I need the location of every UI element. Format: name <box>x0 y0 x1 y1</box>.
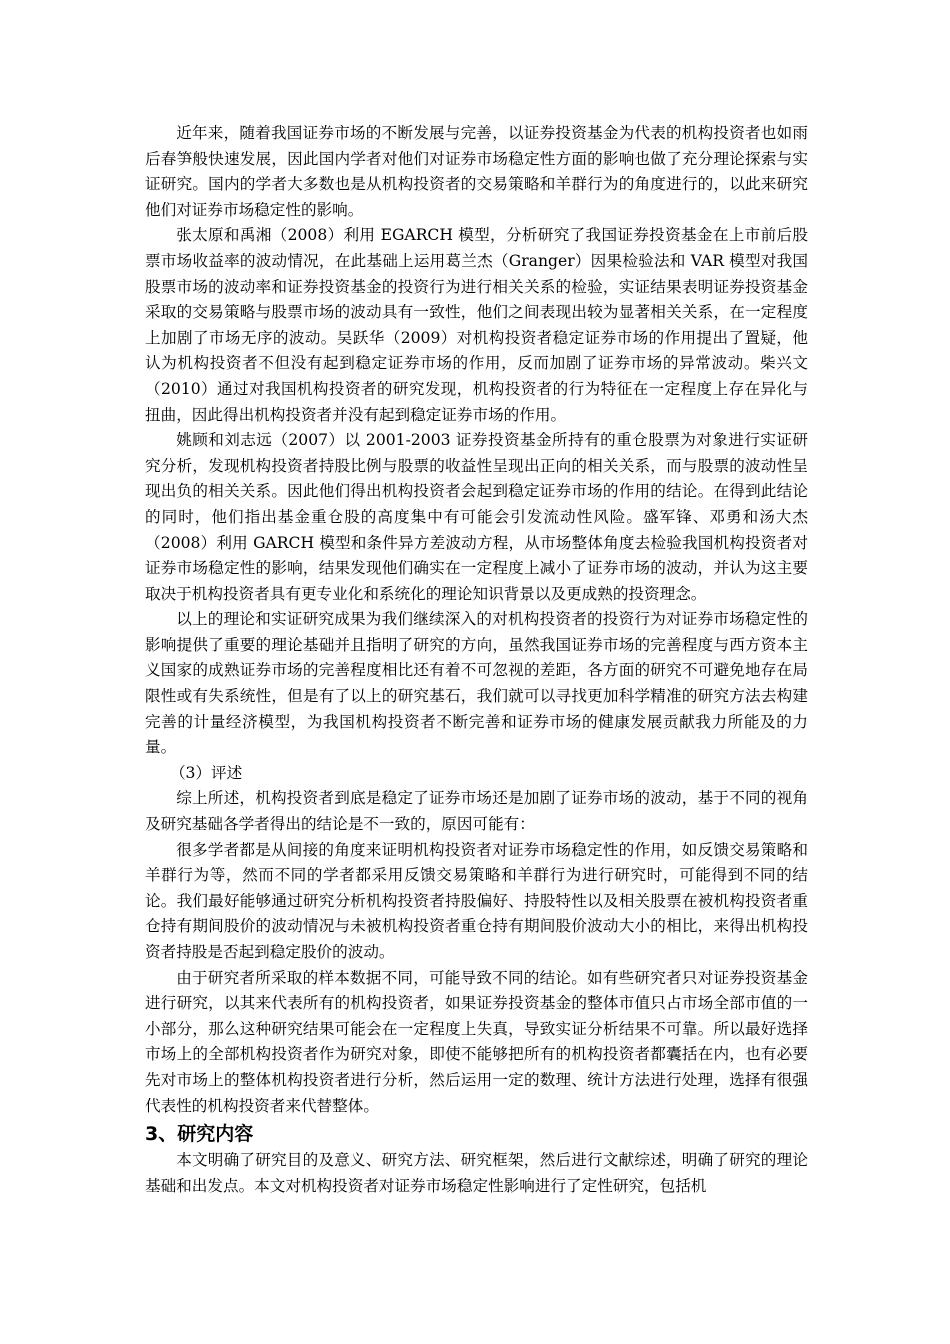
paragraph-research-content: 本文明确了研究目的及意义、研究方法、研究框架，然后进行文献综述，明确了研究的理论基础和出发点。本文对机构投资者对证券市场稳定性影响进行了定性研究，包括机 <box>145 1151 808 1195</box>
paragraph-negative-findings: 张太原和禹湘（2008）利用 EGARCH 模型，分析研究了我国证券投资基金在上市前后股票市场收益率的波动情况，在此基础上运用葛兰杰（Granger）因果检验法和 VAR 模型对我国股票市场的波动率和证券投资基金的投资行为进行相关关系的检验，实证结果表明证券投资基金采取的交易策略与股票市场的波动具有一致性，他们之间表现出较为显著相关关系，在一定程度上加剧了市场无序的波动。吴跃华（2009）对机构投资者稳定证券市场的作用提出了置疑，他认为机构投资者不但没有起到稳定证券市场的作用，反而加剧了证券市场的异常波动。柴兴文（2010）通过对我国机构投资者的研究发现，机构投资者的行为特征在一定程度上存在异化与扭曲，因此得出机构投资者并没有起到稳定证券市场的作用。 <box>145 226 808 424</box>
paragraph-research-foundation: 以上的理论和实证研究成果为我们继续深入的对机构投资者的投资行为对证券市场稳定性的影响提供了重要的理论基础并且指明了研究的方向，虽然我国证券市场的完善程度与西方资本主义国家的成熟证券市场的完善程度相比还有着不可忽视的差距，各方面的研究不可避免地存在局限性或有失系统性，但是有了以上的研究基石，我们就可以寻找更加科学精准的研究方法去构建完善的计量经济模型，为我国机构投资者不断完善和证券市场的健康发展贡献我力所能及的力量。 <box>145 610 808 757</box>
paragraph-review-sample-data: 由于研究者所采取的样本数据不同，可能导致不同的结论。如有些研究者只对证券投资基金进行研究，以其来代表所有的机构投资者，如果证券投资基金的整体市值只占市场全部市值的一小部分，那么这种研究结果可能会在一定程度上失真，导致实证分析结果不可靠。所以最好选择市场上的全部机构投资者作为研究对象，即使不能够把所有的机构投资者都囊括在内，也有必要先对市场上的整体机构投资者进行分析，然后运用一定的数理、统计方法进行处理，选择有很强代表性的机构投资者来代替整体。 <box>145 968 808 1115</box>
subheading-review: （3）评述 <box>169 763 243 782</box>
document-page <box>145 121 808 1199</box>
paragraph-review-summary: 综上所述，机构投资者到底是稳定了证券市场还是加剧了证券市场的波动，基于不同的视角及研究基础各学者得出的结论是不一致的，原因可能有： <box>145 789 808 834</box>
paragraph-positive-findings: 姚顾和刘志远（2007）以 2001-2003 证券投资基金所持有的重仓股票为对象进行实证研究分析，发现机构投资者持股比例与股票的收益性呈现出正向的相关关系，而与股票的波动性呈现出负的相关关系。因此他们得出机构投资者会起到稳定证券市场的作用的结论。在得到此结论的同时，他们指出基金重仓股的高度集中有可能会引发流动性风险。盛军锋、邓勇和汤大杰（2008）利用 GARCH 模型和条件异方差波动方程，从市场整体角度去检验我国机构投资者对证券市场稳定性的影响，结果发现他们确实在一定程度上减小了证券市场的波动，并认为这主要取决于机构投资者具有更专业化和系统化的理论知识背景以及更成熟的投资理念。 <box>145 431 808 603</box>
paragraph-overview: 近年来，随着我国证券市场的不断发展与完善，以证券投资基金为代表的机构投资者也如雨后春笋般快速发展，因此国内学者对他们对证券市场稳定性方面的影响也做了充分理论探索与实证研究。国内的学者大多数也是从机构投资者的交易策略和羊群行为的角度进行的，以此来研究他们对证券市场稳定性的影响。 <box>145 124 808 219</box>
section-heading-research-content: 3、研究内容 <box>145 1123 254 1146</box>
paragraph-review-indirect-methods: 很多学者都是从间接的角度来证明机构投资者对证券市场稳定性的作用，如反馈交易策略和羊群行为等，然而不同的学者都采用反馈交易策略和羊群行为进行研究时，可能得到不同的结论。我们最好能够通过研究分析机构投资者持股偏好、持股特性以及相关股票在被机构投资者重仓持有期间股价的波动情况与未被机构投资者重仓持有期间股价波动大小的相比，来得出机构投资者持股是否起到稳定股价的波动。 <box>145 840 808 961</box>
